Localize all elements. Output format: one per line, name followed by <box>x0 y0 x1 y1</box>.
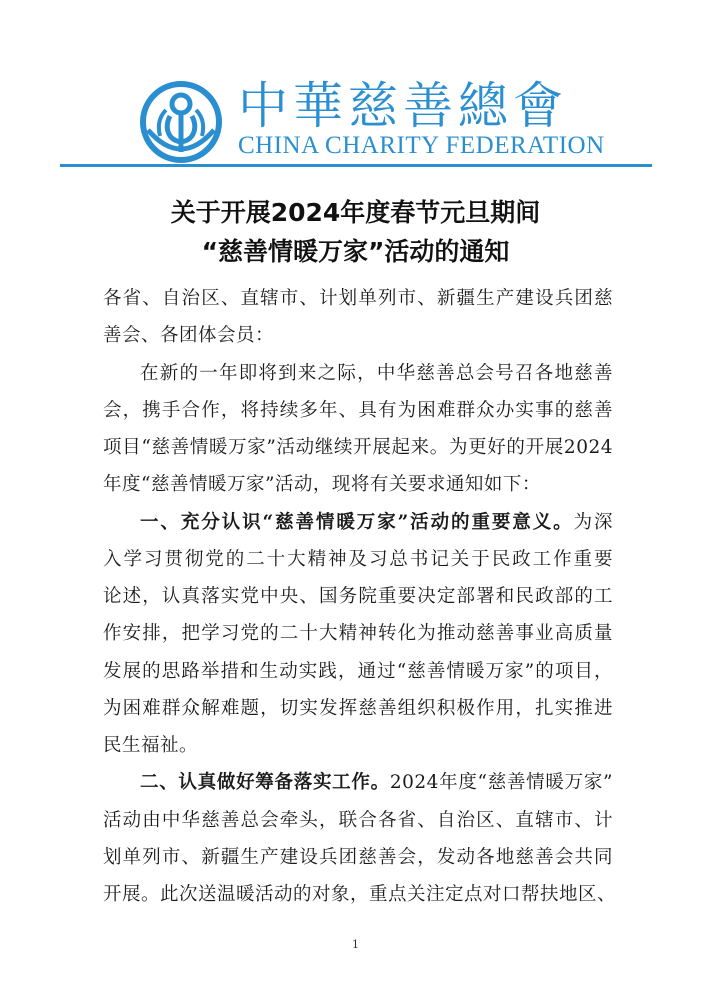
body-line: 年度“慈善情暖万家”活动，现将有关要求通知如下： <box>103 474 541 495</box>
body-line: 作安排，把学习党的二十大精神转化为推动慈善事业高质量 <box>103 623 613 644</box>
body-line: 民生福祉。 <box>103 735 199 756</box>
body-line: 开展。此次送温暖活动的对象，重点关注定点对口帮扶地区、 <box>103 884 617 905</box>
section-heading-2-rest: 2024年度“慈善情暖万家” <box>389 772 613 793</box>
charity-federation-logo <box>138 80 224 164</box>
body-line: 项目“慈善情暖万家”活动继续开展起来。为更好的开展2024 <box>103 437 613 458</box>
body-line: 划单列市、新疆生产建设兵团慈善会，发动各地慈善会共同 <box>103 847 613 868</box>
page-number: 1 <box>352 938 359 951</box>
body-line: 善会、各团体会员： <box>103 325 275 346</box>
org-name-chinese: 中華慈善總會 <box>238 77 568 135</box>
letterhead <box>138 72 605 172</box>
notice-title-line-1: 关于开展2024年度春节元旦期间 <box>170 198 541 227</box>
section-heading-1 <box>140 511 613 535</box>
letterhead-rule <box>60 164 652 167</box>
notice-title-line-2: “慈善情暖万家”活动的通知 <box>201 237 510 266</box>
body-line: 各省、自治区、直辖市、计划单列市、新疆生产建设兵团慈 <box>103 288 613 309</box>
section-heading-2 <box>140 771 613 795</box>
body-line: 会，携手合作，将持续多年、具有为困难群众办实事的慈善 <box>103 400 613 421</box>
section-heading-2-bold: 二、认真做好筹备落实工作。 <box>140 772 390 793</box>
body-line: 发展的思路举措和生动实践，通过“慈善情暖万家”的项目， <box>103 661 613 682</box>
body-line: 入学习贯彻党的二十大精神及习总书记关于民政工作重要 <box>103 549 613 570</box>
section-heading-1-rest: 为深 <box>573 512 613 533</box>
body-line: 论述，认真落实党中央、国务院重要决定部署和民政部的工 <box>103 586 613 607</box>
body-line: 为困难群众解难题，切实发挥慈善组织积极作用，扎实推进 <box>103 698 613 719</box>
section-heading-1-bold: 一、充分认识“慈善情暖万家”活动的重要意义。 <box>140 512 574 533</box>
body-line: 活动由中华慈善总会牵头，联合各省、自治区、直辖市、计 <box>103 810 613 831</box>
org-name-english: CHINA CHARITY FEDERATION <box>238 132 605 159</box>
body-line: 在新的一年即将到来之际，中华慈善总会号召各地慈善 <box>140 363 613 384</box>
